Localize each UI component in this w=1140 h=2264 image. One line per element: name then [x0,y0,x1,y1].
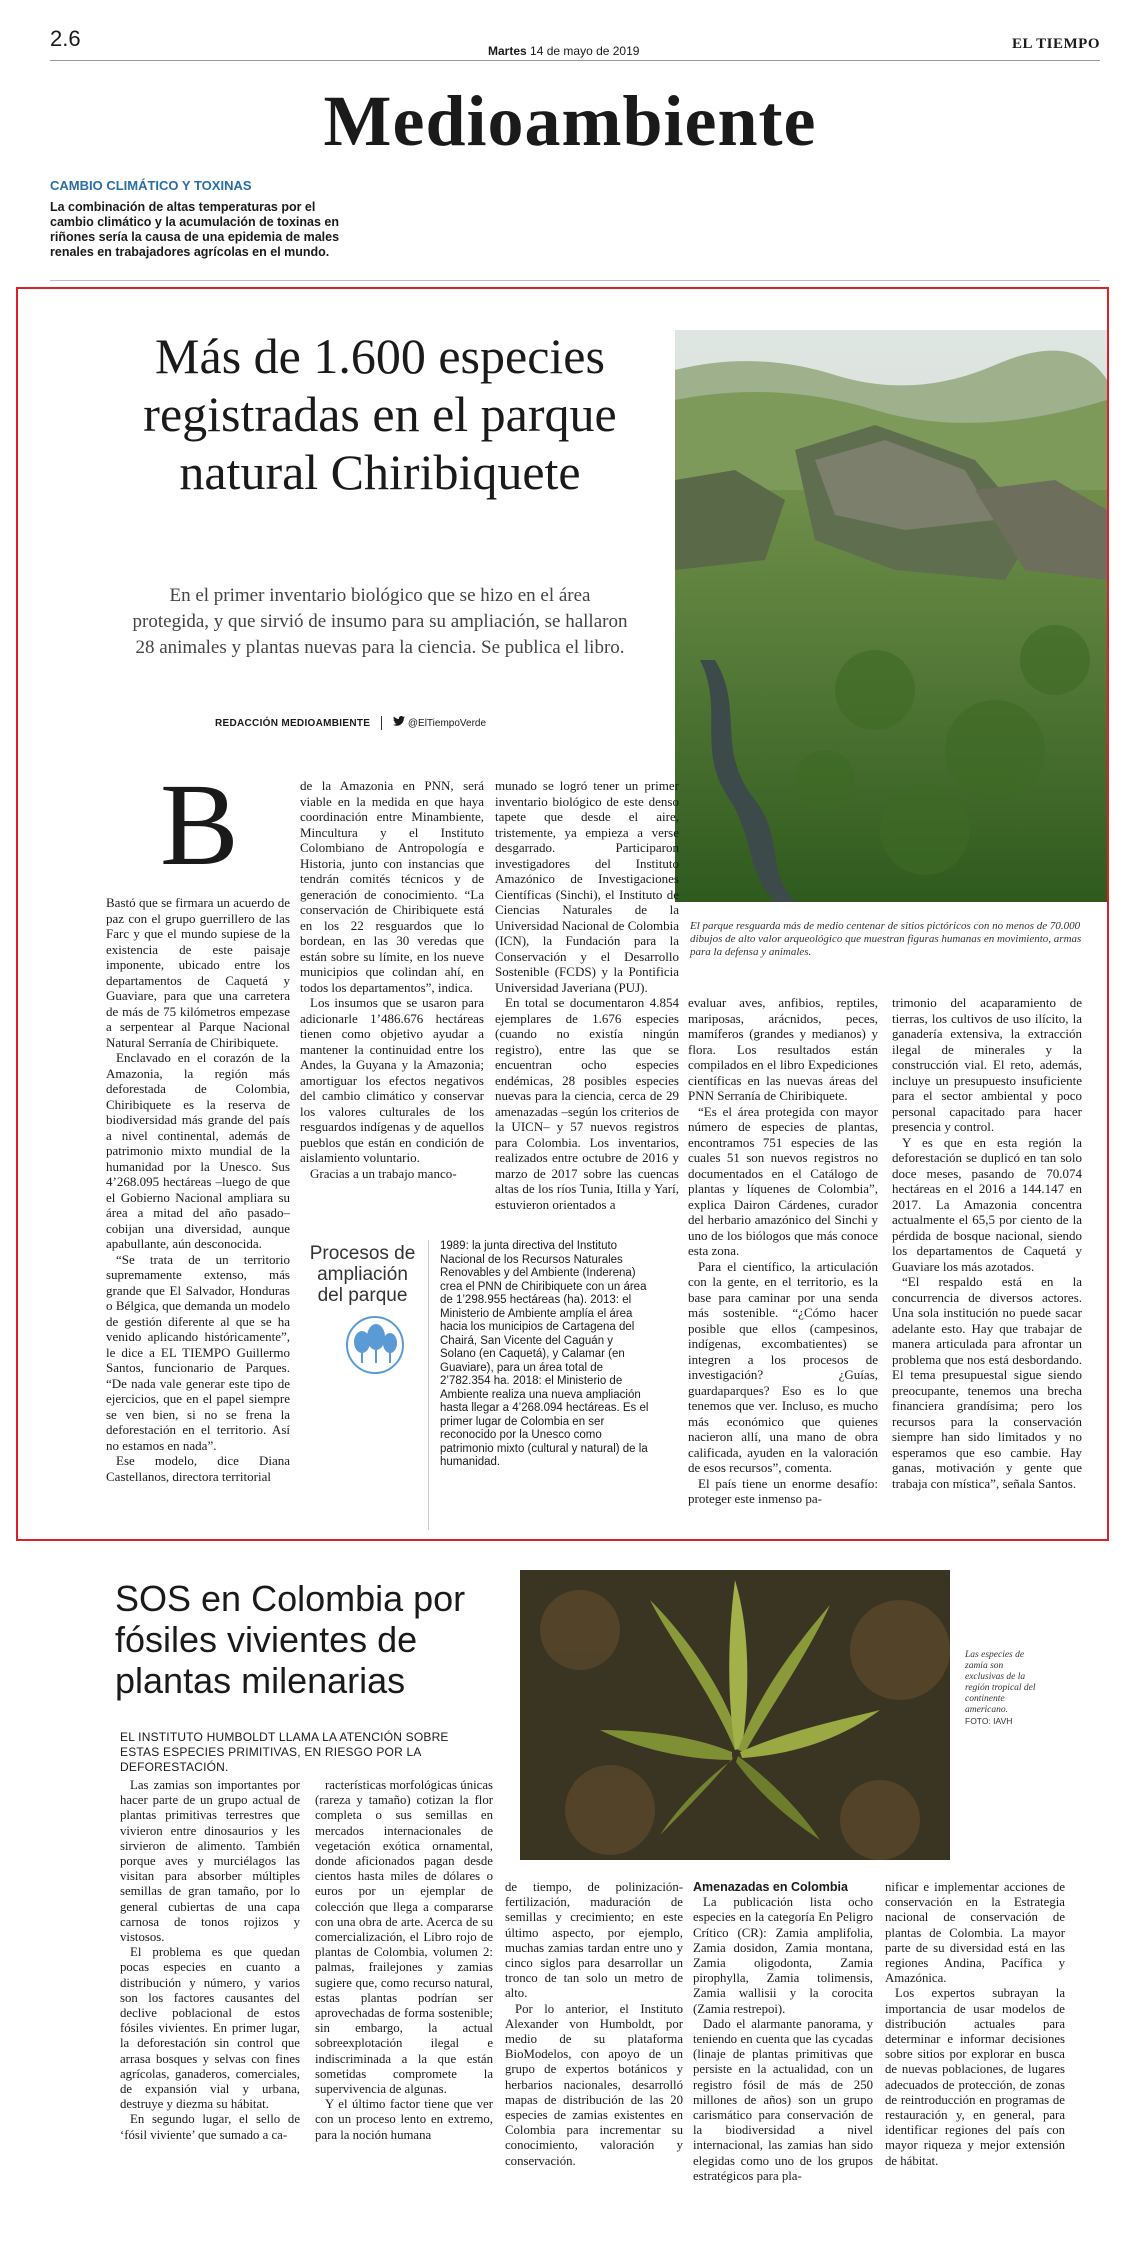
byline-divider [381,716,382,730]
story2-column-5 [885,1880,1065,2169]
feature-column-2 [300,778,484,1181]
paragraph: La publicación lista ocho especies en la categoría En Peligro Crítico (CR): Zamia amplifolia, Zamia dosidon, Zamia montana, Zamia oligodonta, Zamia pirophylla, Zamia tolimensis, Zamia wallisii y la corocita (Zamia restrepoi). [693,1895,873,2016]
paragraph: Enclavado en el corazón de la Amazonia, la región más deforestada de Colombia, Chiribiquete es la reserva de biodiversidad más grande del país a nivel continental, además de patrimonio mixto mundial de la humanidad por la Unesco. Sus 4’268.095 hectáreas –luego de que el Gobierno Nacional ampliara su área a mitad del año pasado– cobijan una diversidad, aunque apabullante, aún desconocida. [106,1050,290,1251]
page-date-text: 14 de mayo de 2019 [530,44,640,58]
story2-column-2 [315,1778,493,2143]
paragraph: Los expertos subrayan la importancia de usar modelos de distribución actuales para determinar e informar decisiones sobre sitios por explorar en busca de nuevas poblaciones, de lugares adecuados de protección, de zonas de reintroducción en programas de restauración y, en general, para identificar regiones del país con mayor riqueza y mejor extensión de hábitat. [885,1986,1065,2168]
process-box-title: Procesos de ampliación del parque [309,1243,416,1306]
byline [215,716,486,730]
story2-subhead: Amenazadas en Colombia [693,1880,848,1894]
paragraph: “Se trata de un territorio supremamente extenso, más grande que El Salvador, Honduras o Bélgica, que demanda un modelo de gestión diferente al que se ha venido aplicando históricamente”, le dice a EL TIEMPO Guillermo Santos, funcionario de Parques. “De nada vale generar este tipo de ejercicios, que en el papel siempre se ven bien, si no se frena la deforestación en el territorio. Así no estamos en nada”. [106,1251,290,1453]
story2-photo-credit: FOTO: IAVH [965,1716,1013,1726]
paragraph: de la Amazonia en PNN, será viable en la medida en que haya coordinación entre Minambiente, Mincultura y el Instituto Colombiano de Antropología e Historia, junto con instancias que tendrán comités técnicos y de generación de conocimiento. “La conservación de Chiribiquete está en los 22 resguardos que lo bordean, en las 30 veredas que están sobre su límite, en los nueve municipios que colindan ahí, en todos los departamentos”, indica. [300,778,484,995]
paragraph: Los insumos que se usaron para adicionarle 1’486.676 hectáreas tienen como objetivo ayudar a mantener la continuidad entre los Andes, la Guyana y la Amazonia; amortiguar los efectos negativos del cambio climático y conservar los valores culturales de los resguardos indígenas y de aquellos pueblos que están en condición de aislamiento voluntario. [300,995,484,1165]
page-number: 2.6 [50,26,81,51]
feature-column-1 [106,895,290,1484]
story2-deck: EL INSTITUTO HUMBOLDT LLAMA LA ATENCIÓN SOBRE ESTAS ESPECIES PRIMITIVAS, EN RIESGO POR LA DEFORESTACIÓN. [120,1730,449,1774]
paragraph: Y es que en esta región la deforestación se duplicó en tan solo doce meses, pasando de 70.074 hectáreas en el 2016 a 144.147 en 2017. La Amazonia concentra actualmente el 65,5 por ciento de la pérdida de bosque nacional, siendo los departamentos de Caquetá y Guaviare los más azotados. [892,1134,1082,1274]
paragraph: Para el científico, la articulación con la gente, en el territorio, es la base para caminar por una senda más sostenible. “¿Cómo hacer posible que ellos (campesinos, indígenas, excombatientes) se integren a los procesos de investigación? ¿Guías, guardaparques? Eso es lo que tenemos que ver. Incluso, es mucho más económico que quienes nacieron allí, una mano de obra calificada, ayuden en la valoración de esos recursos”, comenta. [688,1258,878,1475]
paragraph: munado se logró tener un primer inventario biológico de este denso tapete que desde el aire, tristemente, ya empieza a verse desgarrado. Participaron investigadores del Instituto Amazónico de Investigaciones Científicas (Sinchi), el Instituto de Ciencias Naturales de la Universidad Nacional de Colombia (ICN), la Fundación para la Conservación y el Desarrollo Sostenible (FCDS) y la Pontificia Universidad Javeriana (PUJ). [495,778,679,995]
story2-headline[interactable]: SOS en Colombia por fósiles vivientes de plantas milenarias [115,1578,466,1701]
paragraph: racterísticas morfológicas únicas (rareza y tamaño) cotizan la flor completa o sus semillas en mercados internacionales de vegetación exótica ornamental, donde aficionados pagan desde cientos hasta miles de dólares o euros por un ejemplar de colección que llega a compararse con una obra de arte. Acerca de su comercialización, el Libro rojo de plantas de Colombia, volumen 2: palmas, frailejones y zamias sugiere que, como recurso natural, estas plantas podrían ser aprovechadas de forma sostenible; sin embargo, la actual sobreexplotación ilegal e indiscriminada a la que están sometidas compromete la supervivencia de algunas. [315,1778,493,2097]
paragraph: El problema es que quedan pocas especies en cuanto a distribución y número, y varios son los factores causantes del declive poblacional de estos fósiles vivientes. En primer lugar, la deforestación sin control que arrasa bosques y selvas con fines agrícolas, ganaderos, comerciales, de expansión vial y urbana, destruye y diezma su hábitat. [120,1945,300,2112]
story2-caption-text: Las especies de zamia son exclusivas de la región tropical del continente americano. [965,1650,1036,1715]
teaser-text[interactable]: La combinación de altas temperaturas por el cambio climático y la acumulación de toxinas en riñones sería la causa de una epidemia de males renales en trabajadores agrícolas en el mundo. [50,200,340,259]
process-divider [428,1240,429,1530]
paragraph: Bastó que se firmara un acuerdo de paz con el grupo guerrillero de las Farc y que el mundo supiese de la existencia de este paisaje imponente, ubicado entre los departamentos de Caquetá y Guaviare, para que una carretera de más de 75 kilómetros empezase a serpentear al Parque Nacional Natural Serranía de Chiribiquete. [106,895,290,1050]
paragraph: En total se documentaron 4.854 ejemplares de 1.676 especies (cuando no existía ningún registro), entre las que se encuentran ocho especies endémicas, 28 posibles especies nuevas para la ciencia, cerca de 29 amenazadas –según los criterios de la UICN– y 57 nuevos registros para Colombia. Los inventarios, realizados entre octubre de 2016 y marzo de 2017 sobre las cuencas altas de los ríos Tunia, Itilla y Yarí, estuvieron orientados a [495,995,679,1212]
paragraph: El país tiene un enorme desafío: proteger este inmenso pa- [688,1475,878,1506]
paragraph: de tiempo, de polinización-fertilización, maduración de semillas y crecimiento; en este último aspecto, por ejemplo, muchas zamias tardan entre uno y cinco siglos para desarrollar un tronco de tan solo un metro de alto. [505,1880,683,2001]
paragraph: evaluar aves, anfibios, reptiles, mariposas, arácnidos, peces, mamíferos (grandes y medianos) y flora. Los resultados están compilados en el libro Expediciones científicas en las nuevas áreas del PNN Serranía de Chiribiquete. [688,995,878,1103]
top-rule [50,60,1100,61]
paragraph: Las zamias son importantes por hacer parte de un grupo actual de plantas primitivas terrestres que vivieron entre dinosaurios y les sirvieron de alimento. También porque aves y murciélagos las visitan para absorber múltiples semillas de gran tamaño, por lo general cubiertas de una capa carnosa de tonos rojizos y vistosos. [120,1778,300,1945]
feature-headline: Más de 1.600 especies registradas en el parque natural Chiribiquete [143,328,617,500]
feature-column-3 [495,778,679,1212]
story2-column-4 [693,1880,873,2184]
story2-column-1 [120,1778,300,2143]
paragraph: Gracias a un trabajo manco- [310,1165,457,1181]
paragraph: Ese modelo, dice Diana Castellanos, directora territorial [106,1453,290,1484]
story2-column-3 [505,1880,683,2169]
twitter-bird-icon [393,717,408,729]
paragraph: En segundo lugar, el sello de ‘fósil viviente’ que sumado a ca- [120,2112,300,2142]
paragraph: trimonio del acaparamiento de tierras, los cultivos de uso ilícito, la ganadería extensiva, la extracción ilegal de minerales y la construcción vial. El reto, además, incluye un presupuesto insuficiente para el sector ambiental y poco personal capacitado para hacer presencia y control. [892,995,1082,1134]
teaser-kicker[interactable]: CAMBIO CLIMÁTICO Y TOXINAS [50,178,252,193]
drop-cap: B [160,759,239,890]
paragraph: “El respaldo está en la concurrencia de diversos actores. Una sola institución no puede sacar adelante esto. Hay que trabajar de manera articulada para afrontar un problema que nos está desbordando. El tema presupuestal sigue siendo preocupante, tenemos una brecha financiera grandísima; pero los recursos para la conservación siempre han sido limitados y no esperamos que eso cambie. Hay ganas, motivación y gente que trabaja con mística”, señala Santos. [892,1274,1082,1491]
paragraph: Y el último factor tiene que ver con un proceso lento en extremo, para la noción humana [315,2097,493,2142]
feature-column-5 [892,995,1082,1491]
brand-logo: EL TIEMPO [1012,36,1100,52]
paragraph: Por lo anterior, el Instituto Alexander von Humboldt, por medio de su plataforma BioModelos, con apoyo de un grupo de expertos botánicos y herbarios nacionales, desarrolló mapas de distribución de las 20 especies de zamias existentes en Colombia para incrementar su conocimiento, valoración y conservación. [505,2001,683,2168]
zamia-photo [520,1570,950,1860]
paragraph: Dado el alarmante panorama, y teniendo en cuenta que las cycadas (linaje de plantas primitivas que persiste en la actualidad, con un registro fósil de más de 250 millones de años) son un grupo carismático para conservación de la biodiversidad a nivel internacional, las zamias han sido elegidas como uno de los grupos estratégicos para pla- [693,2016,873,2183]
byline-author: REDACCIÓN MEDIOAMBIENTE [215,718,371,729]
chiribiquete-photo [675,330,1107,902]
feature-column-4 [688,995,878,1507]
section-rule [50,280,1100,281]
process-timeline-text: 1989: la junta directiva del Instituto Nacional de los Recursos Naturales Renovables y del Ambiente (Inderena) crea el PNN de Chiribiquete con un área de 1’298.955 hectáreas (ha). 2013: el Ministerio de Ambiente amplía el área hacia los municipios de Cartagena del Chairá, San Vicente del Caguán y Solano (en Caquetá), y Calamar (en Guaviare), para un área total de 2’782.354 ha. 2018: el Ministerio de Ambiente realiza una nueva ampliación hasta llegar a 4’268.094 hectáreas. Es el primer lugar de Colombia en ser reconocido por la Unesco como patrimonio mixto (cultural y natural) de la humanidad. [440,1240,649,1468]
paragraph: “Es el área protegida con mayor número de especies de plantas, encontramos 751 especies de las cuales 51 son nuevos registros no documentados en el Catálogo de plantas y líquenes de Colombia”, explica Dairon Cárdenes, curador del herbario amazónico del Sinchi y uno de los biólogos que más conoce esta zona. [688,1103,878,1258]
story2-photo-caption [965,1650,1040,1728]
feature-photo-caption: El parque resguarda más de medio centenar de sitios pictóricos con no menos de 70.000 dibujos de alto valor arqueológico que muestran figuras humanas en movimiento, armas para la defensa y animales. [690,920,1082,958]
page-date [488,44,639,58]
paragraph: nificar e implementar acciones de conservación en la Estrategia nacional de conservación de plantas de Colombia. La mayor parte de su diversidad está en las regiones Andina, Pacífica y Amazónica. [885,1880,1065,1986]
section-title: Medioambiente [323,81,817,161]
byline-twitter-handle[interactable]: @ElTiempoVerde [407,718,487,729]
page-day: Martes [488,44,527,58]
feature-deck: En el primer inventario biológico que se hizo en el área protegida, y que sirvió de insumo para su ampliación, se hallaron 28 animales y plantas nuevas para la ciencia. Se publica el libro. [132,585,628,658]
trees-icon [340,1315,410,1380]
